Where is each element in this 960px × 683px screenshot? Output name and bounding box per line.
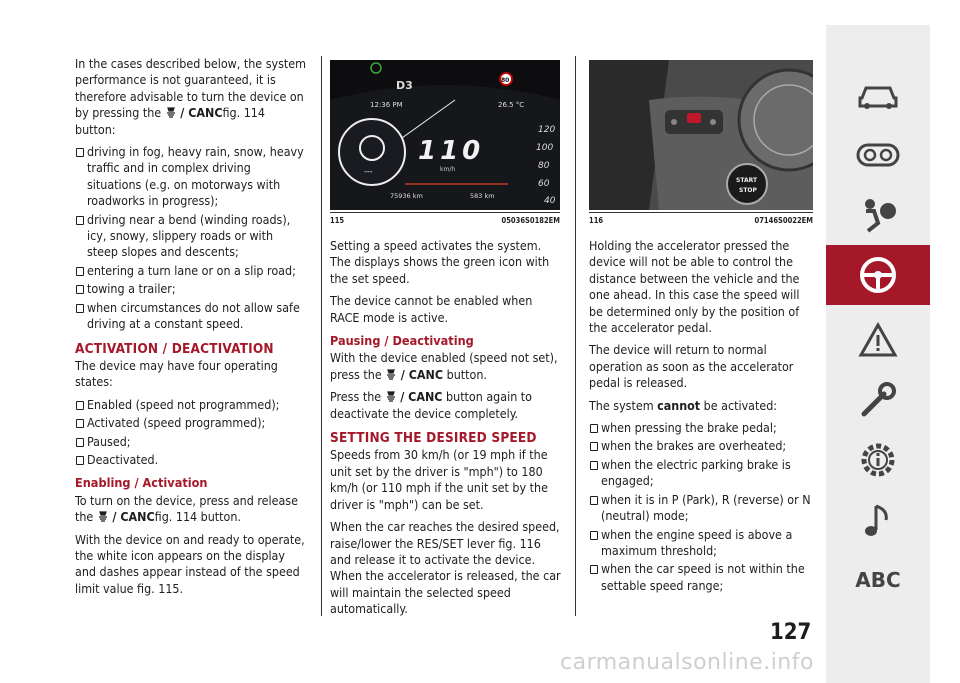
tab-technical-data[interactable] — [826, 430, 930, 490]
enabled-description: With the device on and ready to operate, the white icon appears on the display and dashes appear instead of the speed limit value fig. 115. — [75, 531, 305, 596]
paragraph: With the device enabled (speed not set), press the / CANC button. — [330, 350, 558, 382]
speed-readout: 110 — [418, 136, 485, 166]
gauge-tick-label: 60 — [538, 179, 550, 189]
list-item: when the car speed is not within the settable speed range; — [589, 561, 813, 594]
gauge-tick-label: 100 — [536, 143, 554, 153]
speed-limit-sign: 80 — [501, 77, 510, 84]
figure-116-steering-wheel — [589, 60, 813, 210]
section-heading-activation: ACTIVATION / DEACTIVATION — [75, 340, 274, 357]
gear-info-icon — [858, 440, 898, 480]
tab-maintenance[interactable] — [826, 370, 930, 430]
clock-readout: 12:36 PM — [370, 101, 403, 109]
car-icon — [856, 80, 900, 110]
warning-icon — [858, 322, 898, 358]
gauge-tick-label: 120 — [538, 125, 556, 135]
list-item: when circumstances do not allow safe driving at a constant speed. — [75, 300, 307, 333]
list-item: towing a trailer; — [75, 281, 307, 297]
speed-unit: km/h — [440, 166, 456, 173]
svg-text:---: --- — [364, 167, 373, 176]
list-item: when it is in P (Park), R (reverse) or N (neutral) mode; — [589, 492, 813, 525]
paragraph: Holding the accelerator pressed the device will not be able to control the distance between the vehicle and the one ahead. In this case the speed will be determined only by the position of the accelerator pedal. — [589, 238, 800, 336]
paragraph: The system cannot be activated: — [589, 397, 778, 413]
gauge-tick-label: 80 — [538, 161, 550, 171]
list-item: Activated (speed programmed); — [75, 415, 307, 431]
paragraph: The device cannot be enabled when RACE mode is active. — [330, 293, 533, 325]
tab-instruments[interactable] — [826, 125, 930, 185]
gear-indicator: D3 — [396, 79, 413, 92]
figure-number: 116 — [589, 216, 604, 225]
wrench-icon — [858, 380, 898, 420]
list-item: Enabled (speed not programmed); — [75, 397, 307, 413]
tab-safety[interactable] — [826, 185, 930, 245]
column-divider — [321, 56, 322, 616]
index-label: ABC — [855, 568, 901, 592]
list-item: when the engine speed is above a maximum threshold; — [589, 527, 813, 560]
column-3 — [589, 238, 813, 596]
gauge-icon — [856, 142, 900, 168]
list-item: Paused; — [75, 434, 307, 450]
paragraph: The device will return to normal operation as soon as the accelerator pedal is released. — [589, 342, 794, 391]
section-heading-setting-speed: SETTING THE DESIRED SPEED — [330, 430, 537, 447]
paragraph: Speeds from 30 km/h (or 19 mph if the unit set by the driver is "mph") to 180 km/h (or 110 mph if the unit set by the driver is "mph") can be set. — [330, 447, 548, 512]
chapter-sidebar — [826, 25, 930, 683]
paragraph: Press the / CANC button again to deactivate the device completely. — [330, 389, 532, 421]
states-intro: The device may have four operating states: — [75, 357, 278, 390]
acc-distance-icon — [166, 107, 176, 118]
start-button-label: START — [736, 177, 758, 184]
trip-readout: 583 km — [470, 192, 495, 200]
column-2 — [330, 238, 562, 624]
list-item: when the electric parking brake is engaged; — [589, 457, 813, 490]
gauge-tick-label: 40 — [544, 196, 556, 206]
figure-code: 05036S0182EM — [501, 216, 560, 225]
watermark: carmanualsonline.info — [560, 650, 814, 675]
tab-car[interactable] — [826, 65, 930, 125]
page-number: 127 — [770, 620, 812, 645]
subheading-enabling: Enabling / Activation — [75, 475, 208, 491]
tab-multimedia[interactable] — [826, 490, 930, 550]
enable-paragraph: To turn on the device, press and release the / CANCfig. 114 button. — [75, 492, 298, 525]
list-item: driving near a bend (winding roads), icy, snowy, slippery roads or with steep slopes and descents; — [75, 212, 307, 261]
list-item: when the brakes are overheated; — [589, 438, 813, 454]
tab-driving[interactable] — [826, 245, 930, 305]
acc-distance-icon — [98, 511, 108, 522]
figure-115-dashboard — [330, 60, 560, 210]
column-divider — [575, 56, 576, 616]
steering-wheel-icon — [858, 255, 898, 295]
acc-distance-icon — [386, 391, 396, 402]
subheading-pausing: Pausing / Deactivating — [330, 333, 474, 349]
figure-116-caption — [589, 212, 813, 225]
tab-index[interactable] — [826, 550, 930, 610]
paragraph: When the car reaches the desired speed, raise/lower the RES/SET lever fig. 116 and release it to activate the device. When the accelerator is released, the car will maintain the selected speed automatically. — [330, 519, 561, 617]
dashboard-illustration — [330, 60, 560, 210]
list-item: when pressing the brake pedal; — [589, 420, 813, 436]
figure-code: 07146S0022EM — [754, 216, 813, 225]
temperature-readout: 26.5 °C — [498, 101, 525, 109]
list-item: entering a turn lane or on a slip road; — [75, 263, 307, 279]
list-item: driving in fog, heavy rain, snow, heavy traffic and in complex driving situations (e.g. on motorways with roadworks in progress); — [75, 144, 307, 210]
figure-number: 115 — [330, 216, 345, 225]
steering-wheel-illustration — [589, 60, 813, 210]
list-item: Deactivated. — [75, 452, 307, 468]
stop-button-label: STOP — [739, 187, 757, 194]
column-1 — [75, 56, 307, 603]
paragraph: Setting a speed activates the system. The displays shows the green icon with the set speed. — [330, 238, 550, 286]
intro-paragraph: In the cases described below, the system performance is not guaranteed, it is therefore advisable to turn the device on by pressing the / CANCfig. 114 button: — [75, 56, 306, 137]
figure-115-caption — [330, 212, 560, 225]
airbag-icon — [858, 197, 898, 233]
music-icon — [860, 500, 896, 540]
acc-distance-icon — [386, 369, 396, 380]
odometer-readout: 75936 km — [390, 192, 423, 200]
tab-warnings[interactable] — [826, 310, 930, 370]
